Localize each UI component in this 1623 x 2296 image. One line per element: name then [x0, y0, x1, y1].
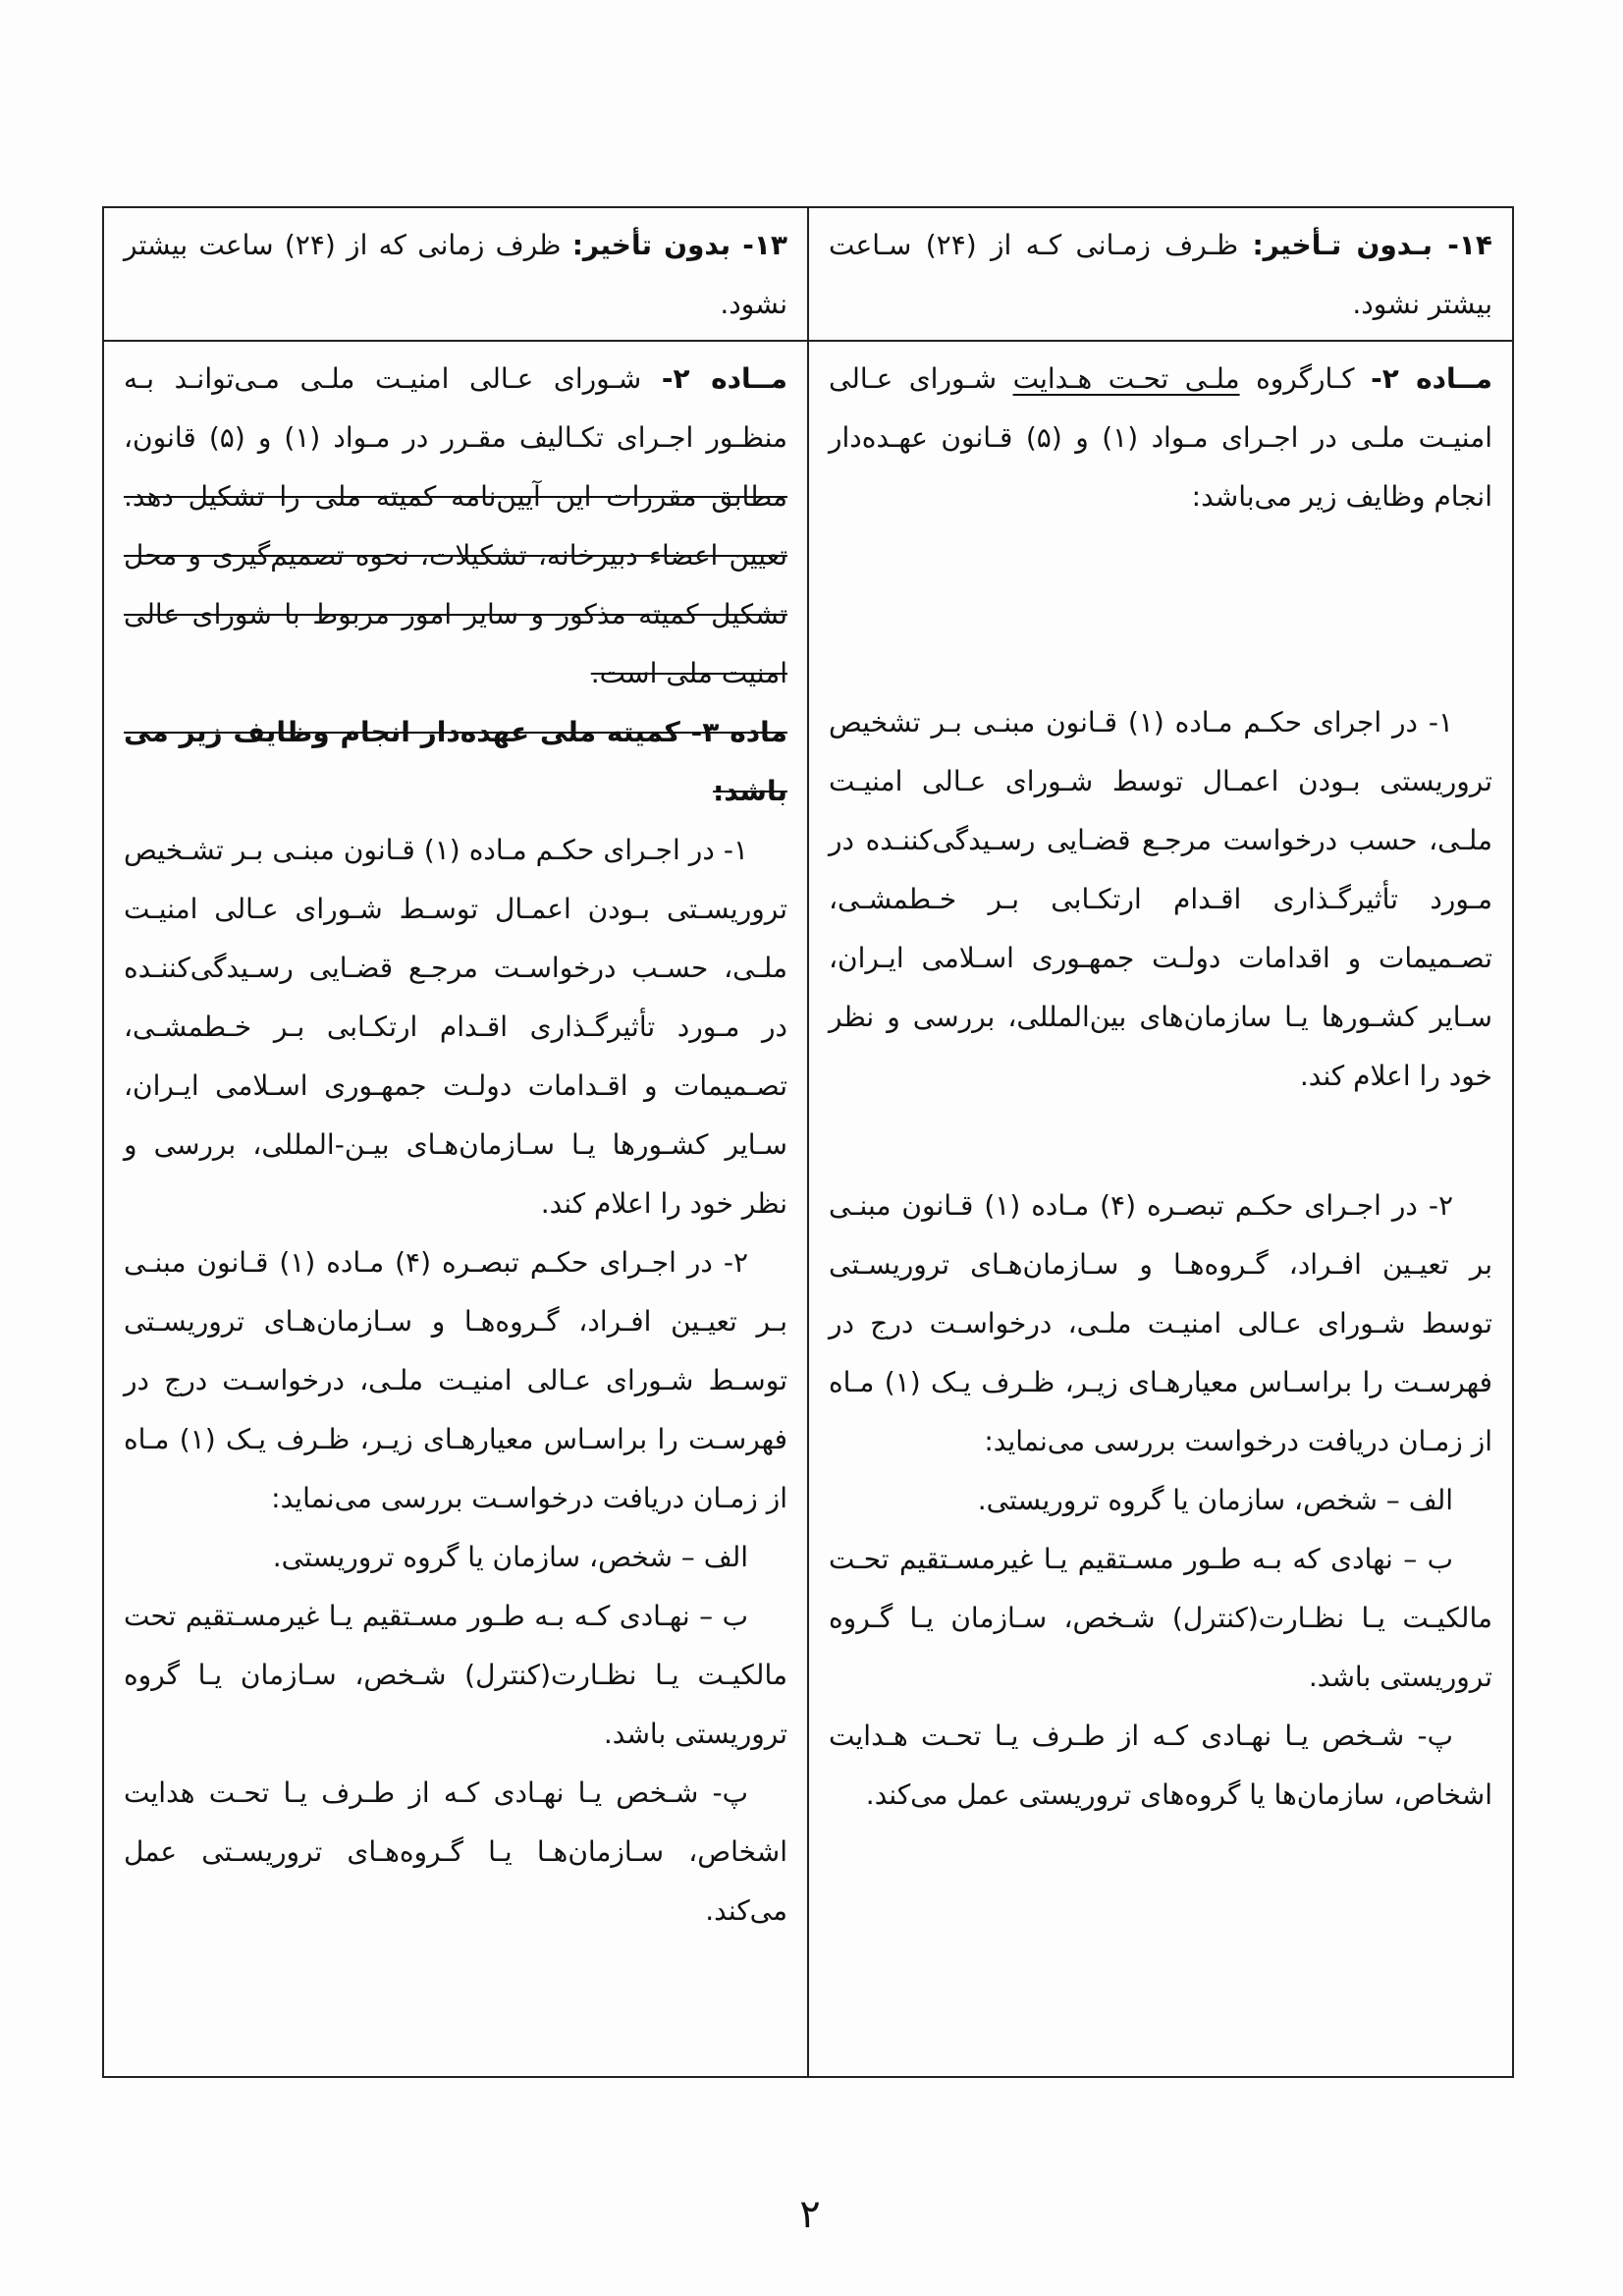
definition-13-heading: ۱۳- بدون تأخیر: — [571, 229, 788, 261]
right-item-alef: الف – شخص، سازمان یا گروه تروریستی. — [977, 1484, 1453, 1516]
comparison-table — [102, 206, 1514, 2078]
left-article-2-text: شـورای عـالی امنیـت ملـی مـی‌توانـد بـه منظـور اجـرای تکـالیف مقـرر در مـواد (۱) و (۵) قانون، — [124, 362, 788, 454]
left-clause-1: ۱- در اجـرای حکـم مـاده (۱) قـانون مبنـی بـر تشـخیص تروریسـتی بـودن اعمـال توسـط شـورای عـالی امنیـت ملـی، حسـب درخواسـت مرجـع قضـایی رسـیدگی‌کننـده در مـورد تأثیرگـذاری اقـدام ارتکـابی بـر خـطمشـی، تصـمیمات و اقـدامات دولـت جمهـوری اسـلامی ایـران، سـایر کشـورها یـا سـازمان‌هـای بیـن-المللی، بررسی و نظر خود را اعلام کند. — [124, 834, 787, 1220]
left-item-alef: الف – شخص، سازمان یا گروه تروریستی. — [272, 1541, 748, 1573]
left-article-2-struck: مطابق مقررات این آیین‌نامه کمیته ملی را تشکیل دهد. تعیین اعضاء دبیرخانه، تشکیلات، نحوه تصمیم‌گیری و محل تشکیل کمیته مذکور و سایر امور مربوط با شورای عالی امنیت ملی است. — [124, 480, 787, 689]
definition-14-text: ظـرف زمـانی کـه از (۲۴) سـاعت بیشتر نشود. — [829, 229, 1492, 320]
left-item-pe: پ- شـخص یـا نهـادی کـه از طـرف یـا تحـت هدایت اشخاص، سـازمان‌هـا یـا گـروه‌هـای تروریسـتی عمل می‌کند. — [124, 1777, 787, 1927]
definition-14-heading: ۱۴- بـدون تـأخیر: — [1252, 229, 1492, 261]
right-clause-2: ۲- در اجـرای حکـم تبصـره (۴) مـاده (۱) قـانون مبنـی بر تعیـین افـراد، گـروه‌هـا و سـازمان‌هـای تروریسـتی توسط شـورای عـالی امنیـت ملـی، درخواسـت درج در فهرسـت را براسـاس معیارهـای زیـر، ظـرف یـک (۱) مـاه از زمـان دریافت درخواست بررسی می‌نماید: — [829, 1189, 1492, 1457]
right-article-2-pre: کـارگروه — [1239, 362, 1372, 395]
definition-13-text: ظرف زمانی که از (۲۴) ساعت بیشتر نشود. — [124, 229, 787, 320]
right-clause-1: ۱- در اجرای حکـم مـاده (۱) قـانون مبنـی بـر تشخیص تروریستی بـودن اعمـال توسط شـورای عـالی امنیـت ملـی، حسب درخواست مرجـع قضـایی رسـیدگی‌کننـده در مـورد تأثیرگـذاری اقـدام ارتکـابی بـر خـطمشـی، تصـمیمات و اقدامات دولـت جمهـوری اسـلامی ایـران، سـایر کشـورها یـا سازمان‌های بین‌المللی، بررسی و نظر خود را اعلام کند. — [829, 706, 1492, 1092]
right-cell-articles — [808, 341, 1513, 2077]
right-article-2-post: شـورای عـالی امنیـت ملـی در اجـرای مـواد (۱) و (۵) قـانون عهـده‌دار انجام وظایف زیر می‌باشد: — [829, 362, 1492, 513]
right-cell-definition — [808, 207, 1513, 341]
left-article-2 — [124, 350, 787, 703]
page-number: ۲ — [799, 2192, 821, 2237]
left-article-3-struck: ماده ۳- کمیته ملی عهده‌دار انجام وظایف زیر می باشد: — [124, 716, 788, 807]
right-item-be: ب – نهادی که بـه طـور مسـتقیم یـا غیرمسـتقیم تحـت مالکیـت یـا نظـارت(کنترل) شـخص، سـازمان یـا گـروه تروریستی باشد. — [829, 1543, 1492, 1693]
right-article-2 — [829, 350, 1492, 526]
left-cell-definition — [103, 207, 808, 341]
articles-row — [103, 341, 1513, 2077]
definition-14 — [829, 216, 1492, 334]
right-article-2-underlined: ملـی تحـت هـدایت — [1012, 362, 1240, 395]
left-article-2-heading: مــاده ۲- — [661, 362, 787, 395]
definition-13 — [124, 216, 787, 334]
left-cell-articles — [103, 341, 808, 2077]
definition-row — [103, 207, 1513, 341]
left-clause-2: ۲- در اجـرای حکـم تبصـره (۴) مـاده (۱) قـانون مبنـی بـر تعیـین افـراد، گـروه‌هـا و سـازمان‌هـای تروریسـتی توسـط شـورای عـالی امنیـت ملـی، درخواسـت درج در فهرسـت را براسـاس معیارهـای زیـر، ظـرف یـک (۱) مـاه از زمـان دریافت درخواسـت بررسی می‌نماید: — [124, 1246, 787, 1514]
left-item-be: ب – نهـادی کـه بـه طـور مسـتقیم یـا غیرمسـتقیم تحت مالکیـت یـا نظـارت(کنترل) شـخص، سـازمان یـا گروه تروریستی باشد. — [124, 1600, 787, 1750]
right-item-pe: پ- شـخص یـا نهـادی کـه از طـرف یـا تحـت هـدایت اشخاص، سازمان‌ها یا گروه‌های تروریستی عمل می‌کند. — [829, 1720, 1492, 1811]
right-article-2-heading: مــاده ۲- — [1371, 362, 1493, 395]
